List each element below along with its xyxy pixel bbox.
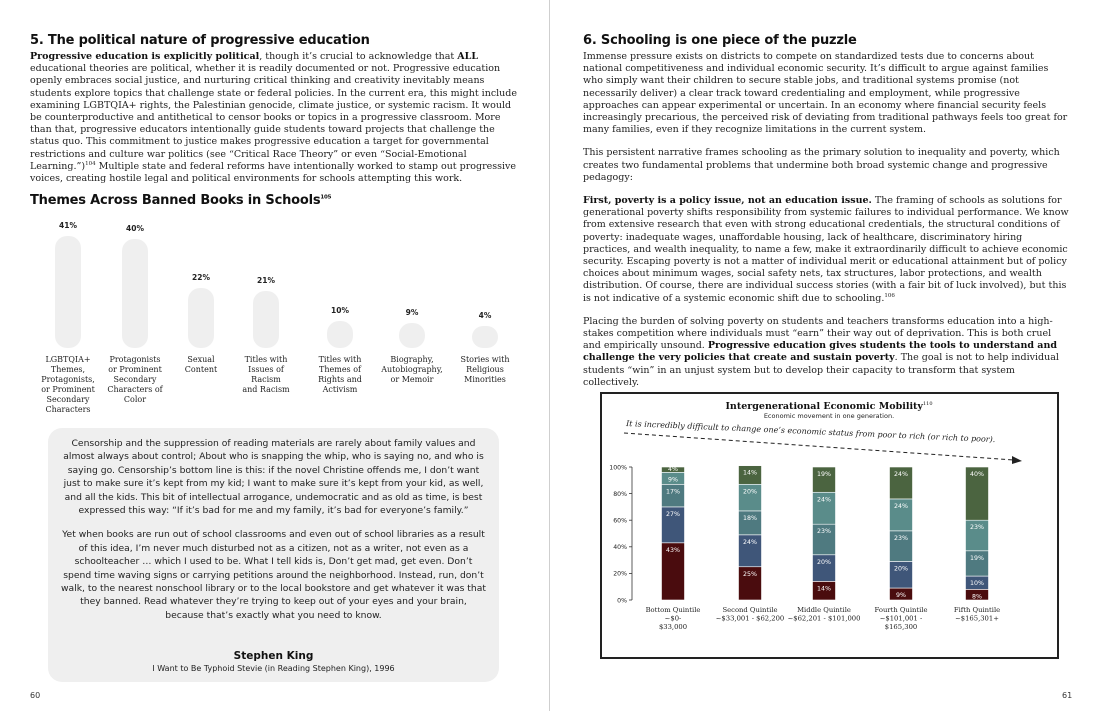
bar-value-label: 9% xyxy=(405,308,419,318)
page-gutter xyxy=(549,0,550,711)
segment-label: 9% xyxy=(896,592,906,600)
segment-label: 19% xyxy=(970,554,984,562)
segment-label: 40% xyxy=(970,471,984,478)
para-text: educational theories are political, whether it is readily documented or not. Progressive education openly embraces social justice, and nurturing critical thinking and creativity inevitably means students explore topics that challenge state or federal policies. In the current era, this might include examining LGBTQIA+ rights, the Palestinian genocide, climate justice, or systemic racism. It would be counterproductive and antithetical to censor books or topics in a progressive classroom. More than that, progressive educators intentionally guide students toward projects that challenge the status quo. This commitment to justice makes progressive education a target for governmental restrictions and culture war politics (see “Critical Race Theory” or even “Social-Emotional Learning.”) xyxy=(30,63,518,172)
chart-annotation: It is incredibly difficult to change one’s economic status from poor to rich (or rich to poor). xyxy=(625,419,996,445)
para-bold: First, poverty is a policy issue, not an education issue. xyxy=(583,195,872,207)
category-label: Titles with Themes of Rights and Activism xyxy=(318,355,362,394)
bar-value-label: 22% xyxy=(192,272,210,282)
segment-label: 43% xyxy=(666,546,680,554)
segment-label: 24% xyxy=(817,496,831,504)
segment-label: 24% xyxy=(894,502,908,510)
para-text: The framing of schools as solutions for generational poverty shifts responsibility from systemic failures to individual performance. We know from extensive research that even with strong educational credentials, the structural conditions of poverty: inadequate wages, unaffordable housing, lack of healthcare, discriminatory hiring practices, and wealth inequality, to name a few, make it extraordinarily difficult to achieve economic security. Escaping poverty is not a matter of individual merit or educational attainment but of policy choices about minimum wages, social safety nets, tax structures, labor protections, and wealth distribution. Of course, there are individual success stories (with a fair bit of luck involved), but this is not indicative of a systemic economic shift due to schooling. xyxy=(583,195,1069,304)
chart-subtitle: Economic movement in one generation. xyxy=(763,412,895,420)
category-label: Protagonists or Prominent Secondary Characters of Color xyxy=(107,355,163,404)
segment-label: 14% xyxy=(817,585,831,593)
segment-label: 25% xyxy=(743,570,757,578)
bar-7 xyxy=(472,326,498,348)
section-title-5: 5. The political nature of progressive education xyxy=(30,33,370,48)
category-label: Titles with Issues of Racism and Racism xyxy=(242,355,290,394)
bar-value-label: 10% xyxy=(331,305,349,315)
section-6-body xyxy=(583,51,1071,400)
category-label: Biography, Autobiography, or Memoir xyxy=(381,355,443,384)
bar-value-label: 4% xyxy=(478,311,492,320)
bar-value-label: 21% xyxy=(257,275,275,285)
segment-label: 9% xyxy=(668,476,678,484)
bar-6 xyxy=(399,323,425,348)
quote-text xyxy=(60,437,487,633)
segment-label: 24% xyxy=(894,471,908,478)
quintile-label: ~$33,001 - $62,200 xyxy=(715,614,785,623)
segment-label: 27% xyxy=(666,510,680,518)
paragraph-1: Immense pressure exists on districts to compete on standardized tests due to concerns about national competitiveness and individual economic security. It’s difficult to argue against families who simply want their children to secure stable jobs, and traditional systems promise (not necessarily deliver) a clear track toward credentialing and employment, while progressive approaches can appear experimental or uncertain. In an economy where financial security feels increasingly precarious, the perceived risk of deviating from traditional pathways feels too great for many families, even if they recognize limitations in the current system. xyxy=(583,51,1068,136)
quintile-label: ~$165,301+ xyxy=(955,614,999,623)
section-5-body xyxy=(30,51,519,196)
quintile-label: Bottom Quintile xyxy=(645,606,701,614)
category-label: Sexual Content xyxy=(184,355,218,374)
bar-value-label: 41% xyxy=(59,221,77,230)
quote-source: I Want to Be Typhoid Stevie (in Reading Stephen King), 1996 xyxy=(152,664,395,673)
bar-1 xyxy=(55,236,81,348)
segment-label: 24% xyxy=(743,538,757,546)
segment-label: 4% xyxy=(668,465,678,473)
y-tick-label: 80% xyxy=(613,490,627,498)
bar-5 xyxy=(327,321,353,348)
segment-label: 10% xyxy=(970,580,984,588)
y-tick-label: 40% xyxy=(613,544,627,552)
page-number-left: 60 xyxy=(30,691,41,700)
segment-label: 23% xyxy=(894,534,908,542)
quintile-label: ~$101,001 - xyxy=(879,614,923,623)
segment-label: 17% xyxy=(666,488,680,496)
trend-arrow-head xyxy=(1012,456,1022,464)
bar-3 xyxy=(188,288,214,348)
footnote-ref: 106 xyxy=(884,292,895,299)
quote-paragraph-1: Censorship and the suppression of reading materials are rarely about family values and almost always about control; About who is snapping the whip, who is saying no, and who is saying go. Censorship’s bottom line is this: if the novel Christine offends me, I don’t want just to make sure it’s kept from my kid; I want to make sure it’s kept from your kid, as well, and all the kids. This bit of intellectual arrogance, undemocratic and as old as time, is best expressed this way: “If it’s bad for me and my family, it’s bad for everyone’s family.” xyxy=(63,438,484,517)
lead-bold: Progressive education is explicitly political xyxy=(30,51,260,62)
y-tick-label: 60% xyxy=(613,517,627,525)
y-tick-label: 100% xyxy=(609,464,627,472)
quintile-label: Fourth Quintile xyxy=(874,606,928,614)
paragraph-4 xyxy=(583,316,1071,389)
segment-label: 23% xyxy=(817,528,831,536)
paragraph-3 xyxy=(583,195,1071,305)
chart-title-text: Themes Across Banned Books in Schools xyxy=(30,193,321,208)
quintile-label: Middle Quintile xyxy=(797,606,851,614)
y-tick-label: 0% xyxy=(617,597,627,605)
para-text: Multiple state and federal reforms have intentionally worked to stamp out progressive voices, creating hostile legal and political environments for schools attempting this work. xyxy=(30,160,517,185)
banned-books-chart xyxy=(28,212,520,422)
footnote-ref: 105 xyxy=(320,194,332,201)
bar-2 xyxy=(122,239,148,348)
quintile-label: $165,300 xyxy=(884,623,918,631)
section-title-6: 6. Schooling is one piece of the puzzle xyxy=(583,33,857,48)
segment-label: 23% xyxy=(970,524,984,532)
para-emphasis: ALL xyxy=(457,51,479,62)
mobility-chart xyxy=(602,394,1057,657)
footnote-ref: 104 xyxy=(85,160,96,167)
segment-label: 14% xyxy=(743,469,757,477)
category-label: Stories with Religious Minorities xyxy=(460,355,510,384)
segment-label: 8% xyxy=(972,593,982,601)
paragraph-2: This persistent narrative frames schooling as the primary solution to inequality and poverty, which creates two fundamental problems that undermine both broad systemic change and progressive pedagogy: xyxy=(583,147,1060,183)
category-label: LGBTQIA+ Themes, Protagonists, or Prominent Secondary Characters xyxy=(41,355,95,414)
bar-4 xyxy=(253,291,279,348)
y-tick-label: 20% xyxy=(613,570,627,578)
segment-label: 18% xyxy=(743,514,757,522)
segment-label: 20% xyxy=(894,565,908,573)
page-number-right: 61 xyxy=(1062,691,1073,700)
para-text: Placing the burden of solving poverty on students and teachers transforms education into a high-stakes competition where individuals must “earn” their way out of deprivation. This is both cruel and empirically unsound. xyxy=(583,315,1053,352)
quintile-label: $33,000 xyxy=(658,623,688,631)
quintile-label: Fifth Quintile xyxy=(953,606,1001,614)
quote-author: Stephen King xyxy=(233,650,314,662)
segment-label: 20% xyxy=(817,558,831,566)
segment-label: 19% xyxy=(817,471,831,478)
quintile-label: ~$0- xyxy=(664,614,682,623)
chart-title: Intergenerational Economic Mobility$^{110}$ xyxy=(725,401,933,412)
chart-title-banned-books xyxy=(30,193,331,208)
para-text: . The goal is not to help individual students “win” in an unjust system but to develop their capacity to transform that system collectively. xyxy=(583,352,1059,388)
quote-paragraph-2: Yet when books are run out of school classrooms and even out of school libraries as a result of this idea, I’m never much disturbed not as a citizen, not as a writer, not even as a schoolteacher … which I used to be. What I tell kids is, Don’t get mad, get even. Don’t spend time waving signs or carrying petitions around the neighborhood. Instead, run, don’t walk, to the nearest nonschool library or to the local bookstore and get whatever it was that they banned. Read whatever they’re trying to keep out of your eyes and your brain, because that’s exactly what you need to know. xyxy=(61,529,486,621)
para-text: , though it’s crucial to acknowledge that xyxy=(259,51,458,62)
bar-value-label: 40% xyxy=(126,223,144,233)
quintile-label: Second Quintile xyxy=(722,606,778,614)
segment-label: 20% xyxy=(743,488,757,496)
para-bold: Progressive education gives students the tools to understand and challenge the very policies that create and sustain poverty xyxy=(583,340,1058,364)
quintile-label: ~$62,201 - $101,000 xyxy=(787,614,861,623)
